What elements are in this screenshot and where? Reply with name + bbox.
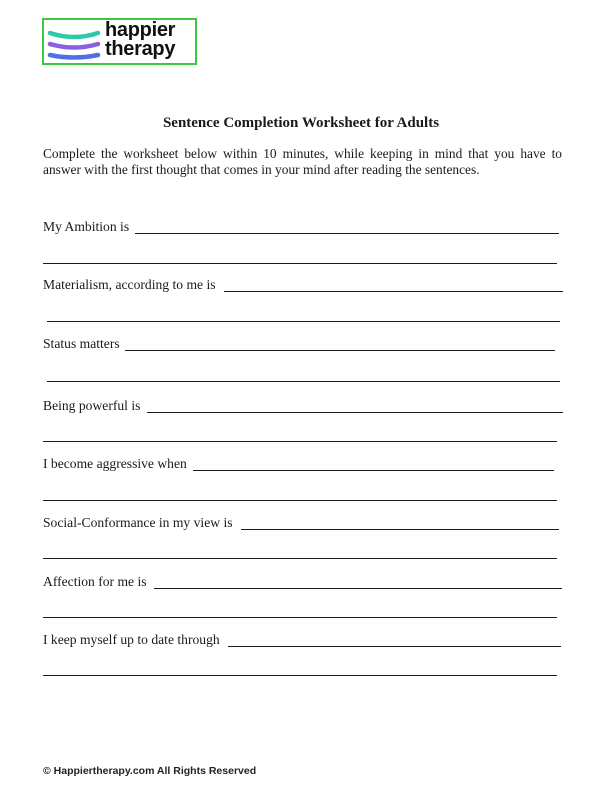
prompt-text: Social-Conformance in my view is bbox=[43, 515, 233, 530]
prompt-affection bbox=[43, 573, 147, 591]
prompt-social-conformance bbox=[43, 514, 233, 532]
answer-line[interactable] bbox=[228, 646, 561, 647]
answer-line[interactable] bbox=[224, 291, 563, 292]
answer-continuation-line[interactable] bbox=[43, 558, 557, 559]
answer-continuation-line[interactable] bbox=[43, 500, 557, 501]
logo-wordmark bbox=[105, 21, 195, 59]
prompt-text: Materialism, according to me is bbox=[43, 277, 216, 292]
answer-line[interactable] bbox=[135, 233, 559, 234]
prompt-text: My Ambition is bbox=[43, 219, 130, 234]
answer-line[interactable] bbox=[241, 529, 559, 530]
answer-continuation-line[interactable] bbox=[43, 617, 557, 618]
answer-continuation-line[interactable] bbox=[43, 441, 557, 442]
worksheet-instructions: Complete the worksheet below within 10 minutes, while keeping in mind that you have to answer with the first thought that comes in your mind after reading the sentences. bbox=[43, 146, 562, 177]
worksheet-title: Sentence Completion Worksheet for Adults bbox=[162, 115, 440, 131]
answer-line[interactable] bbox=[147, 412, 563, 413]
prompt-text: Affection for me is bbox=[43, 574, 147, 589]
prompt-aggressive bbox=[43, 455, 187, 473]
prompt-text: I become aggressive when bbox=[43, 456, 187, 471]
answer-continuation-line[interactable] bbox=[47, 381, 560, 382]
happier-therapy-logo bbox=[42, 18, 197, 65]
answer-continuation-line[interactable] bbox=[43, 675, 557, 676]
prompt-text: Status matters bbox=[43, 336, 120, 351]
prompt-text: I keep myself up to date through bbox=[43, 632, 220, 647]
prompt-materialism bbox=[43, 276, 216, 294]
answer-line[interactable] bbox=[193, 470, 554, 471]
answer-line[interactable] bbox=[125, 350, 555, 351]
copyright-footer: © Happiertherapy.com All Rights Reserved bbox=[43, 765, 257, 777]
prompt-text: Being powerful is bbox=[43, 398, 141, 413]
prompt-being-powerful bbox=[43, 397, 140, 415]
answer-continuation-line[interactable] bbox=[43, 263, 557, 264]
prompt-keep-up-to-date bbox=[43, 631, 220, 649]
logo-word-therapy: therapy bbox=[105, 38, 176, 60]
answer-line[interactable] bbox=[154, 588, 562, 589]
prompt-status-matters bbox=[43, 335, 120, 353]
logo-word-happier: happier bbox=[105, 19, 176, 41]
answer-continuation-line[interactable] bbox=[47, 321, 560, 322]
logo-waves-icon bbox=[46, 24, 102, 61]
prompt-my-ambition bbox=[43, 218, 129, 236]
